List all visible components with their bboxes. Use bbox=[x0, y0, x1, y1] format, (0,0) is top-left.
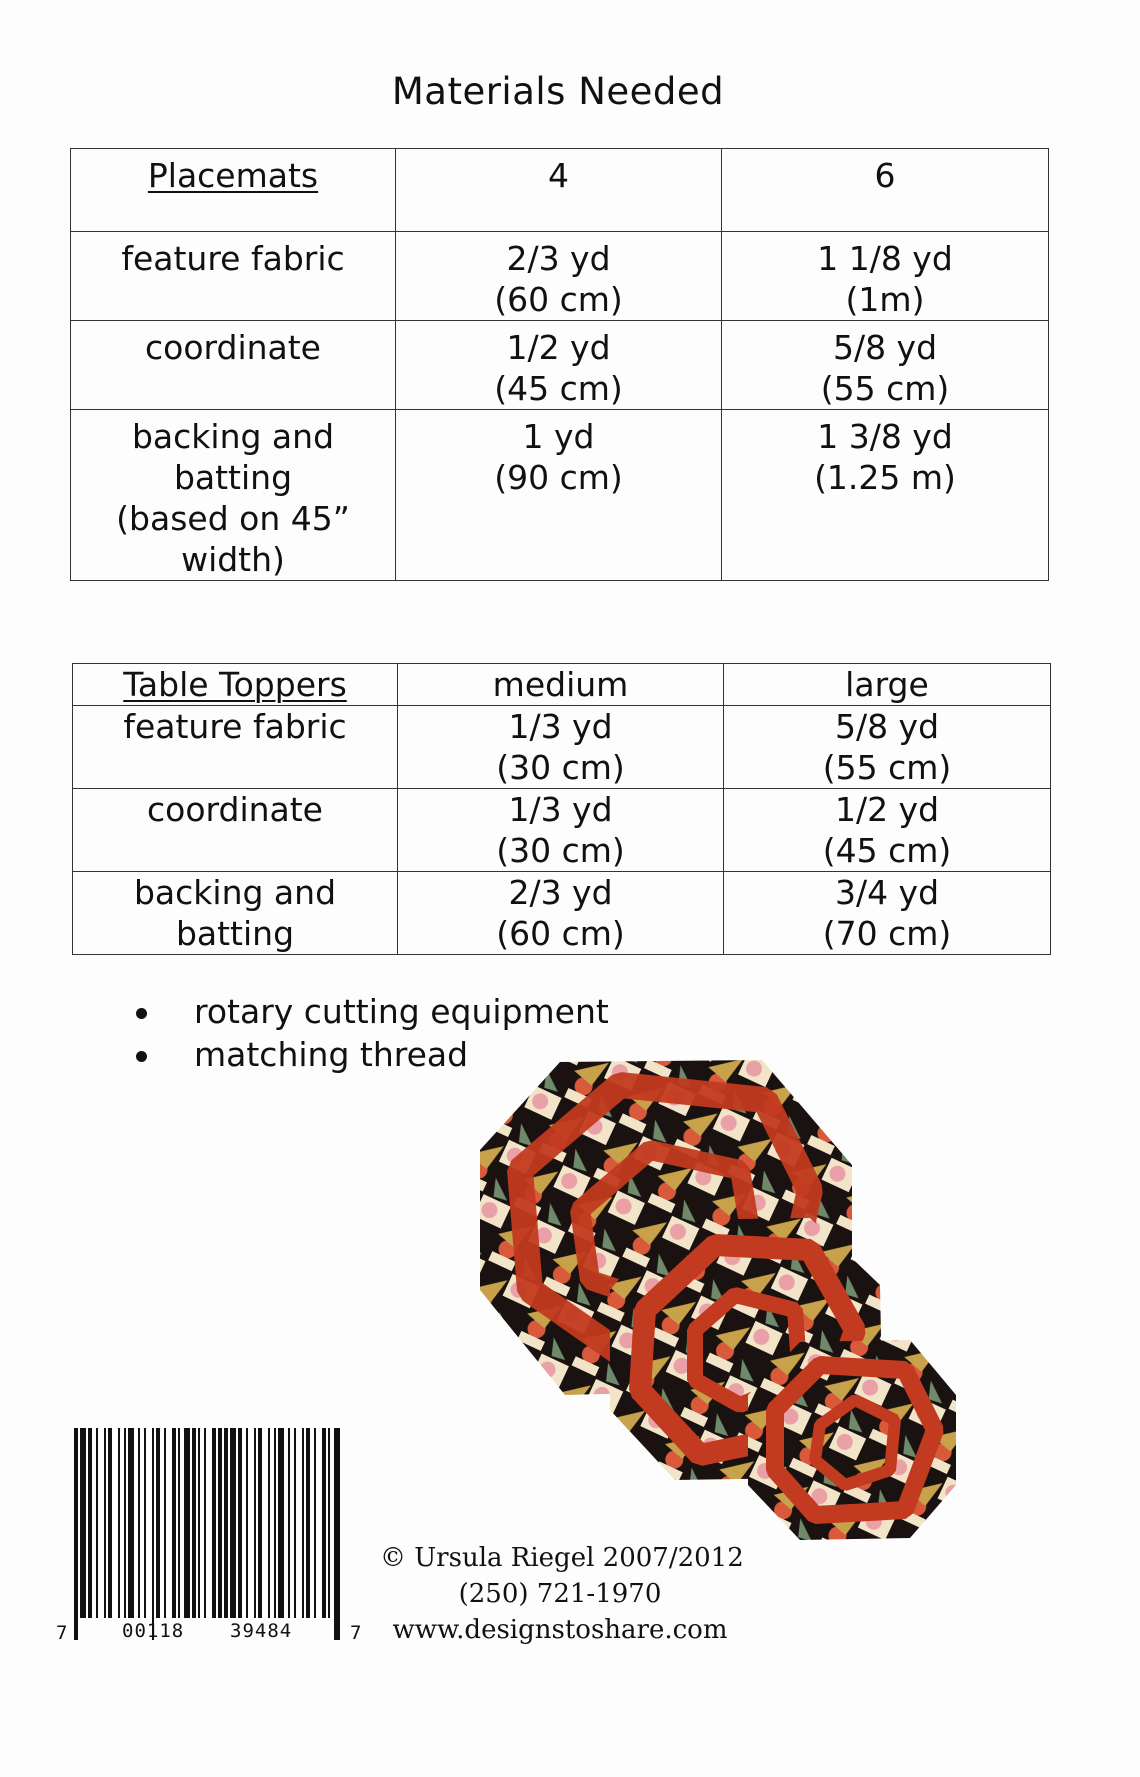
table-row bbox=[73, 789, 1051, 872]
bullet-icon bbox=[136, 1051, 147, 1062]
barcode-bar bbox=[230, 1428, 236, 1618]
quantity-cell: 1 1/8 yd (1m) bbox=[722, 232, 1049, 321]
barcode-bar bbox=[88, 1428, 92, 1618]
quantity-cell: 1 yd (90 cm) bbox=[396, 410, 722, 581]
barcode-bar bbox=[128, 1428, 134, 1618]
barcode-bar bbox=[156, 1428, 160, 1618]
barcode-bar bbox=[164, 1428, 166, 1618]
page-title: Materials Needed bbox=[391, 70, 725, 113]
barcode-bar bbox=[80, 1428, 86, 1618]
table-header-cell: 4 bbox=[396, 149, 722, 232]
barcode-bar bbox=[184, 1428, 190, 1618]
material-name: backing and batting (based on 45” width) bbox=[71, 410, 396, 581]
barcode-group2: 39484 bbox=[230, 1620, 293, 1642]
barcode-group1: 00118 bbox=[122, 1620, 185, 1642]
barcode-bar bbox=[198, 1428, 200, 1618]
placemat-photo bbox=[480, 1060, 1040, 1580]
barcode-bar bbox=[212, 1428, 216, 1618]
barcode-bar bbox=[224, 1428, 228, 1618]
barcode-bar bbox=[274, 1428, 276, 1618]
material-name: backing and batting bbox=[73, 872, 398, 955]
barcode-bar bbox=[218, 1428, 222, 1618]
material-name: feature fabric bbox=[73, 706, 398, 789]
barcode-bar bbox=[118, 1428, 120, 1618]
barcode-bars bbox=[50, 1428, 370, 1643]
copyright-text: © Ursula Riegel 2007/2012 bbox=[380, 1543, 744, 1573]
barcode-bar bbox=[74, 1428, 78, 1640]
material-name: coordinate bbox=[71, 321, 396, 410]
barcode-bar bbox=[192, 1428, 196, 1618]
table-row bbox=[71, 410, 1049, 581]
material-name: coordinate bbox=[73, 789, 398, 872]
barcode-bar bbox=[314, 1428, 316, 1618]
barcode-bar bbox=[124, 1428, 126, 1618]
table-header-cell: 6 bbox=[722, 149, 1049, 232]
table-header-cell: Table Toppers bbox=[73, 664, 398, 706]
barcode-lead-digit: 7 bbox=[56, 1622, 68, 1644]
barcode-bar bbox=[138, 1428, 140, 1618]
barcode-bar bbox=[254, 1428, 256, 1618]
bullet-icon bbox=[136, 1008, 147, 1019]
barcode-bar bbox=[104, 1428, 106, 1618]
quantity-cell: 2/3 yd (60 cm) bbox=[398, 872, 724, 955]
list-item: matching thread bbox=[132, 1033, 609, 1076]
barcode-bar bbox=[268, 1428, 270, 1618]
list-item: rotary cutting equipment bbox=[132, 990, 609, 1033]
table-header-cell: medium bbox=[398, 664, 724, 706]
table-header-cell: large bbox=[724, 664, 1051, 706]
quantity-cell: 3/4 yd (70 cm) bbox=[724, 872, 1051, 955]
barcode-bar bbox=[328, 1428, 330, 1618]
barcode-bar bbox=[238, 1428, 242, 1618]
quantity-cell: 1/3 yd (30 cm) bbox=[398, 789, 724, 872]
barcode-bar bbox=[246, 1428, 248, 1618]
placemats-table bbox=[70, 148, 1049, 581]
table-header-cell: Placemats bbox=[71, 149, 396, 232]
phone-number: (250) 721-1970 bbox=[458, 1579, 662, 1609]
barcode-bar bbox=[152, 1428, 154, 1640]
barcode-bar bbox=[302, 1428, 304, 1618]
barcode-bar bbox=[96, 1428, 98, 1618]
quantity-cell: 1/2 yd (45 cm) bbox=[396, 321, 722, 410]
quantity-cell: 1 3/8 yd (1.25 m) bbox=[722, 410, 1049, 581]
table-header-row bbox=[71, 149, 1049, 232]
table-toppers-table bbox=[72, 663, 1051, 955]
credits bbox=[380, 1540, 744, 1648]
table-row bbox=[71, 321, 1049, 410]
barcode-bar bbox=[294, 1428, 296, 1618]
barcode-bar bbox=[172, 1428, 176, 1618]
barcode-bar bbox=[322, 1428, 326, 1618]
table-row bbox=[71, 232, 1049, 321]
quantity-cell: 2/3 yd (60 cm) bbox=[396, 232, 722, 321]
barcode-bar bbox=[178, 1428, 180, 1618]
website-url: www.designstoshare.com bbox=[392, 1615, 728, 1645]
barcode-trail-digit: 7 bbox=[350, 1622, 362, 1644]
barcode-bar bbox=[334, 1428, 340, 1640]
barcode bbox=[50, 1428, 370, 1650]
quantity-cell: 5/8 yd (55 cm) bbox=[724, 706, 1051, 789]
quantity-cell: 1/2 yd (45 cm) bbox=[724, 789, 1051, 872]
quantity-cell: 5/8 yd (55 cm) bbox=[722, 321, 1049, 410]
barcode-bar bbox=[258, 1428, 262, 1618]
barcode-bar bbox=[278, 1428, 284, 1618]
small-octagon-mat bbox=[748, 1340, 956, 1540]
material-name: feature fabric bbox=[71, 232, 396, 321]
barcode-bar bbox=[144, 1428, 146, 1618]
barcode-bar bbox=[108, 1428, 112, 1618]
table-header-row bbox=[73, 664, 1051, 706]
barcode-bar bbox=[204, 1428, 206, 1618]
table-row bbox=[73, 872, 1051, 955]
quantity-cell: 1/3 yd (30 cm) bbox=[398, 706, 724, 789]
barcode-bar bbox=[288, 1428, 290, 1618]
table-row bbox=[73, 706, 1051, 789]
barcode-bar bbox=[306, 1428, 310, 1618]
